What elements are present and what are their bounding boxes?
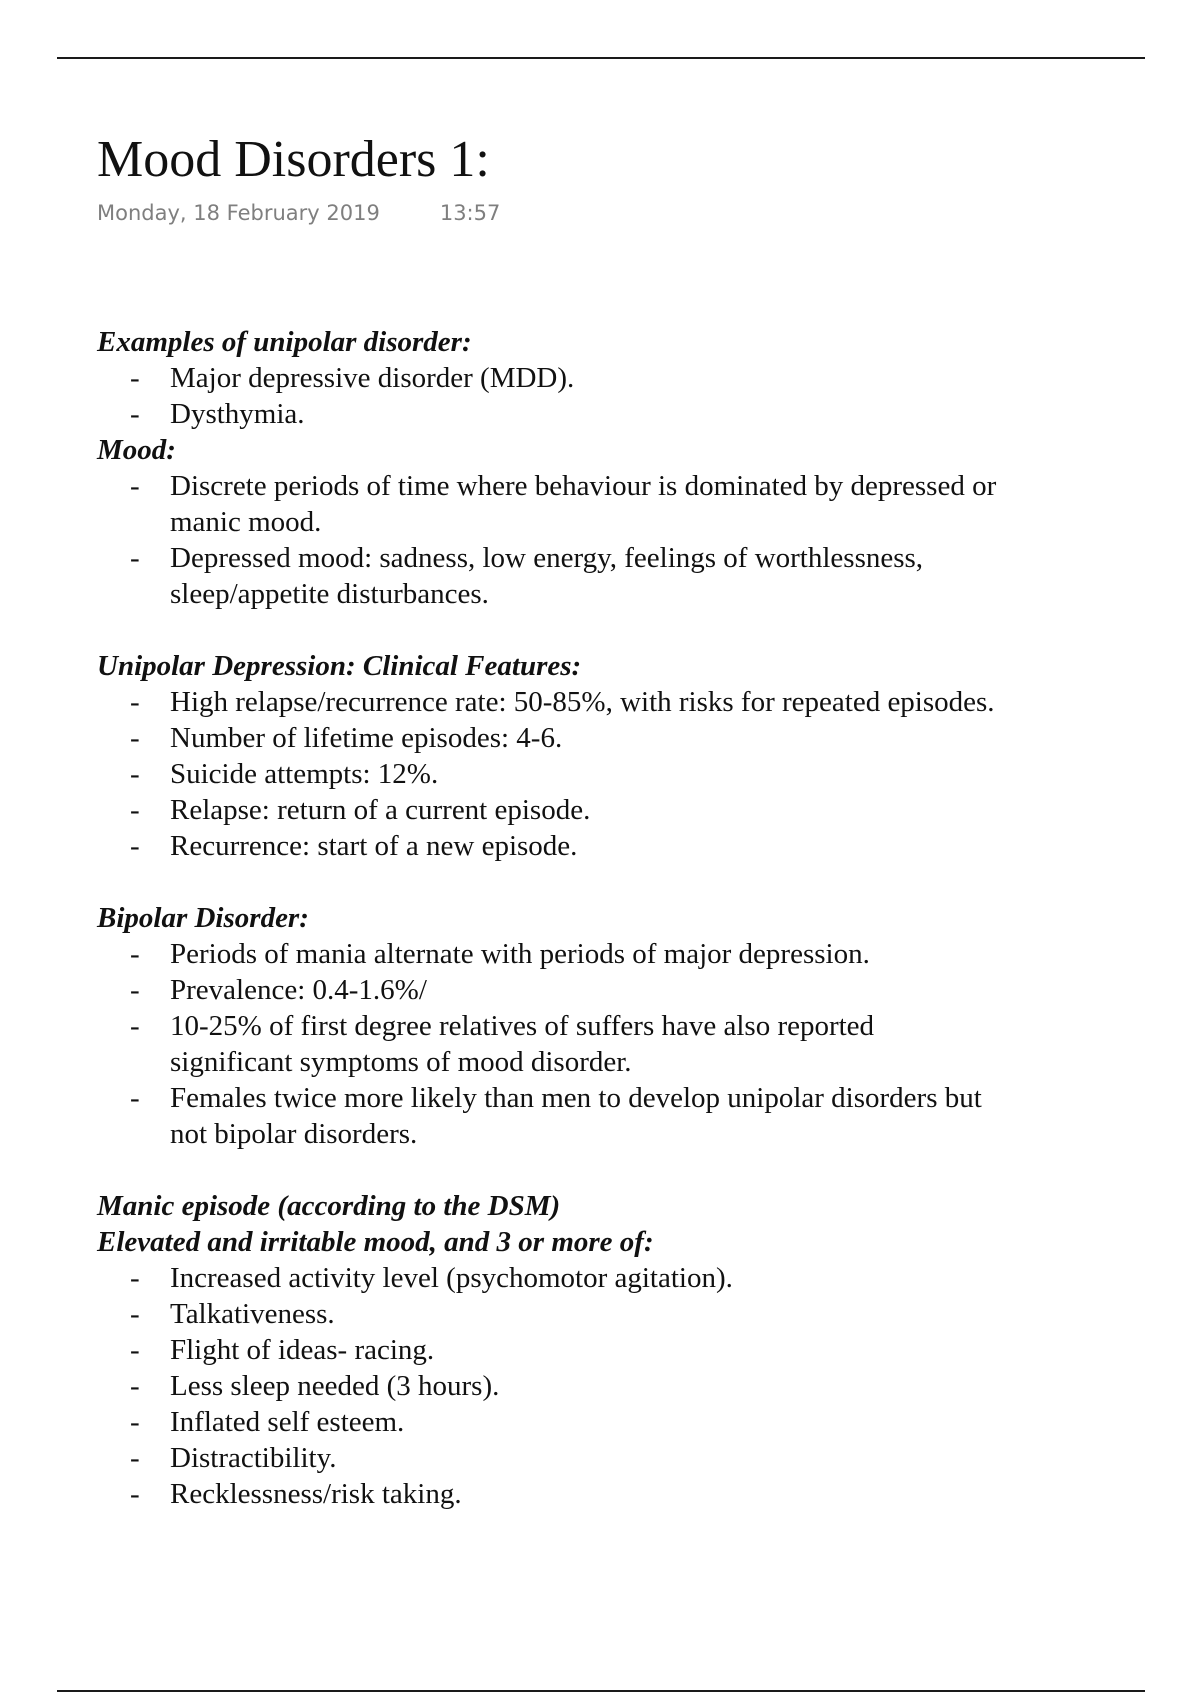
list-item: - Talkativeness.: [97, 1296, 997, 1332]
section-mood: [97, 432, 997, 612]
list-item: - Dysthymia.: [97, 396, 997, 432]
section-unipolar-clinical-features: [97, 648, 997, 864]
bottom-divider: [57, 1690, 1145, 1692]
list-item: - Inflated self esteem.: [97, 1404, 997, 1440]
top-divider: [57, 57, 1145, 59]
page-title: Mood Disorders 1:: [97, 131, 490, 188]
section-heading: Examples of unipolar disorder:: [97, 326, 472, 358]
bullet-list: [97, 1260, 997, 1512]
list-item: - Suicide attempts: 12%.: [97, 756, 997, 792]
list-item: - Females twice more likely than men to develop unipolar disorders but not bipolar disorders.: [97, 1080, 997, 1152]
list-item: - High relapse/recurrence rate: 50-85%, with risks for repeated episodes.: [97, 684, 997, 720]
note-body: [97, 324, 997, 1512]
page-timestamp: [97, 199, 500, 227]
section-heading: Bipolar Disorder:: [97, 902, 309, 934]
section-bipolar-disorder: [97, 900, 997, 1152]
section-heading: Mood:: [97, 434, 176, 466]
page-date: Monday, 18 February 2019: [97, 201, 380, 225]
page-time: 13:57: [439, 201, 501, 225]
list-item: - Number of lifetime episodes: 4-6.: [97, 720, 997, 756]
list-item: - Distractibility.: [97, 1440, 997, 1476]
list-item: - Less sleep needed (3 hours).: [97, 1368, 997, 1404]
section-heading: Manic episode (according to the DSM): [97, 1190, 561, 1222]
list-item: - Periods of mania alternate with periods of major depression.: [97, 936, 997, 972]
list-item: - Discrete periods of time where behaviour is dominated by depressed or manic mood.: [97, 468, 997, 540]
section-subheading: Elevated and irritable mood, and 3 or more of:: [97, 1226, 654, 1258]
list-item: - Increased activity level (psychomotor agitation).: [97, 1260, 997, 1296]
bullet-list: [97, 684, 997, 864]
bullet-list: [97, 468, 997, 612]
list-item: - Recurrence: start of a new episode.: [97, 828, 997, 864]
section-unipolar-examples: [97, 324, 997, 432]
list-item: - Recklessness/risk taking.: [97, 1476, 997, 1512]
page-cutoff-mask: [0, 1578, 1200, 1688]
list-item: - Flight of ideas- racing.: [97, 1332, 997, 1368]
list-item: - Prevalence: 0.4-1.6%/: [97, 972, 997, 1008]
section-manic-episode: [97, 1188, 997, 1512]
bullet-list: [97, 360, 997, 432]
bullet-list: [97, 936, 997, 1152]
section-heading: Unipolar Depression: Clinical Features:: [97, 650, 582, 682]
list-item: - Depressed mood: sadness, low energy, feelings of worthlessness, sleep/appetite disturbances.: [97, 540, 997, 612]
list-item: - Major depressive disorder (MDD).: [97, 360, 997, 396]
list-item: - 10-25% of first degree relatives of suffers have also reported significant symptoms of mood disorder.: [97, 1008, 997, 1080]
list-item: - Relapse: return of a current episode.: [97, 792, 997, 828]
